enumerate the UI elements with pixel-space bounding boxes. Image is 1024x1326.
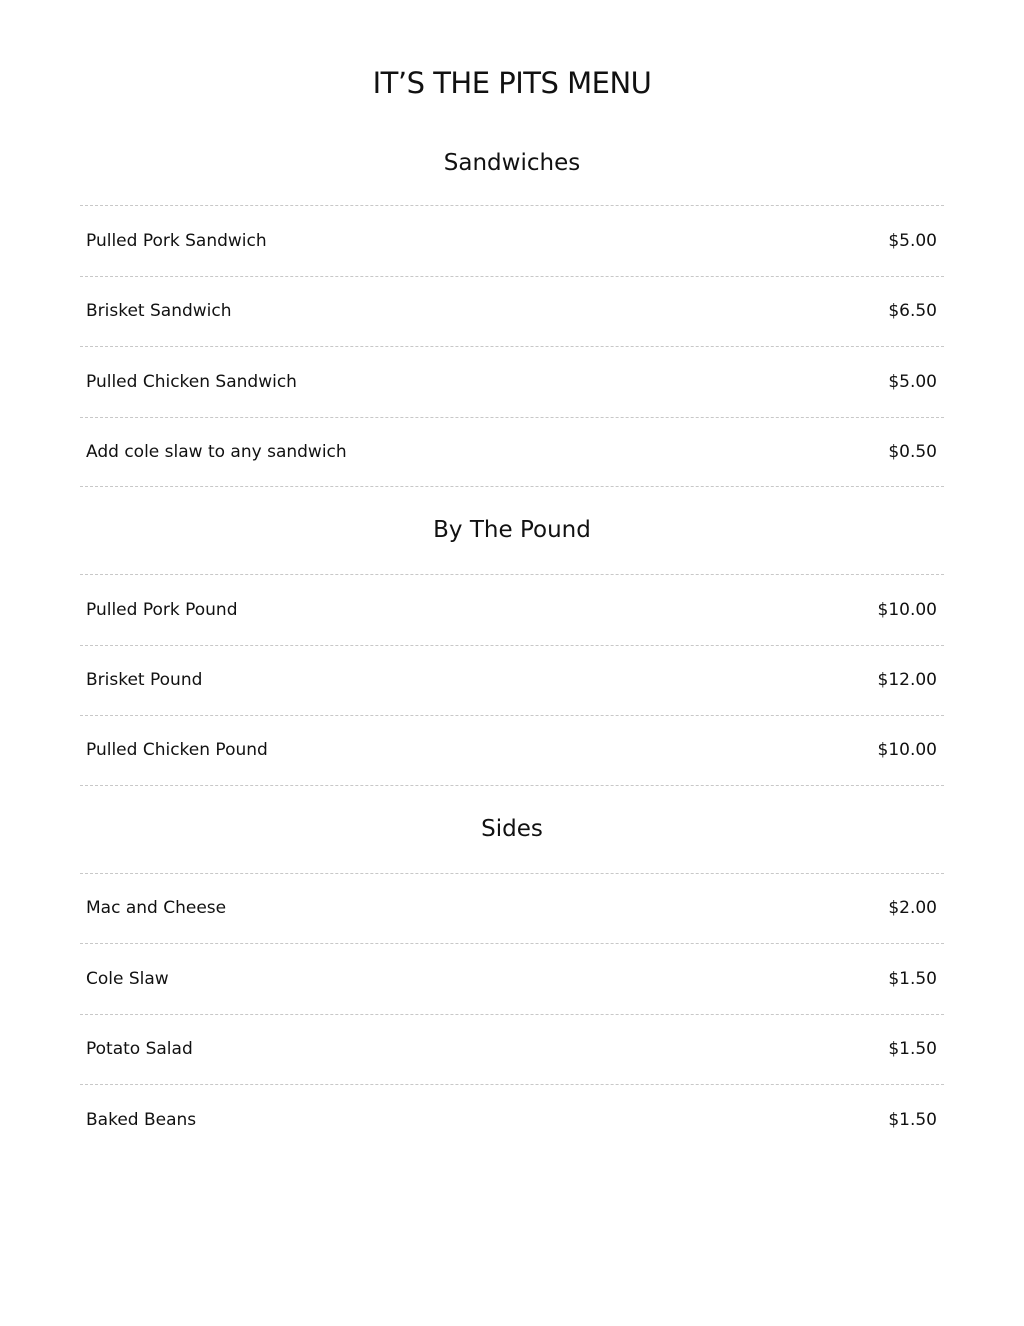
section-title: Sandwiches [443, 150, 581, 176]
item-price: $12.00 [877, 670, 937, 691]
item-name: Pulled Pork Sandwich [86, 230, 267, 251]
item-name: Add cole slaw to any sandwich [86, 441, 347, 462]
menu-item [80, 1014, 944, 1085]
menu-item [80, 276, 944, 347]
section-title: Sides [481, 815, 543, 842]
item-name: Mac and Cheese [86, 898, 227, 919]
item-price: $2.00 [888, 898, 937, 919]
item-name: Brisket Pound [86, 670, 203, 691]
item-price: $1.50 [888, 1109, 937, 1130]
item-price: $10.00 [877, 740, 937, 761]
item-price: $1.50 [888, 968, 937, 989]
menu-section [80, 786, 944, 1155]
menu-item [80, 205, 944, 276]
item-price: $10.00 [877, 599, 937, 620]
menu-item [80, 715, 944, 786]
menu-item [80, 417, 944, 488]
menu-title: IT’S THE PITS MENU [372, 66, 652, 100]
menu [80, 140, 944, 1155]
item-price: $5.00 [888, 371, 937, 392]
item-name: Potato Salad [86, 1039, 193, 1060]
item-price: $5.00 [888, 230, 937, 251]
menu-section [80, 140, 944, 487]
item-name: Pulled Pork Pound [86, 599, 238, 620]
menu-item [80, 873, 944, 944]
menu-item [80, 943, 944, 1014]
item-price: $0.50 [888, 441, 937, 462]
menu-item [80, 574, 944, 645]
menu-item [80, 1084, 944, 1155]
menu-section [80, 487, 944, 786]
item-name: Baked Beans [86, 1109, 197, 1130]
item-name: Brisket Sandwich [86, 301, 232, 322]
item-name: Cole Slaw [86, 968, 169, 989]
section-title: By The Pound [433, 517, 591, 543]
menu-item [80, 645, 944, 716]
item-name: Pulled Chicken Pound [86, 740, 268, 761]
menu-item [80, 346, 944, 417]
item-price: $1.50 [888, 1039, 937, 1060]
item-name: Pulled Chicken Sandwich [86, 371, 297, 392]
item-price: $6.50 [888, 301, 937, 322]
